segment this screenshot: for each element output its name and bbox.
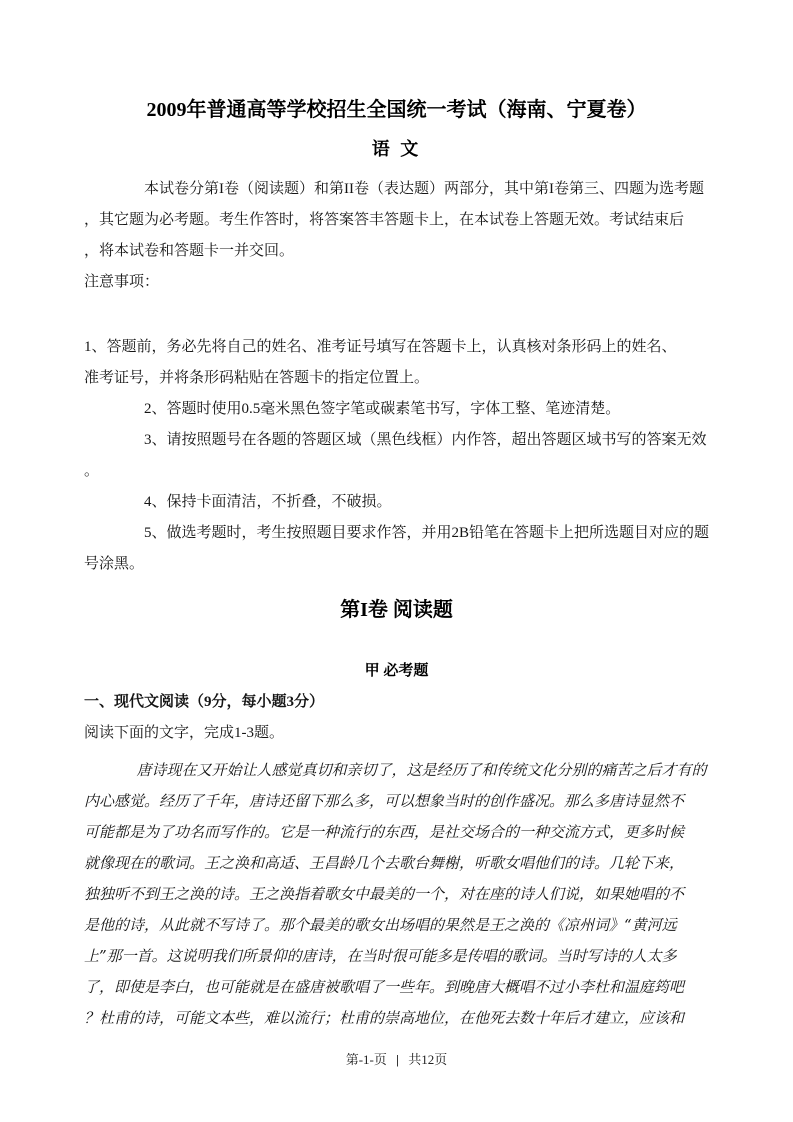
notice-item-line: 4、保持卡面清洁，不折叠，不破损。 (144, 494, 392, 510)
page-total-label: 共12页 (408, 1052, 448, 1067)
notice-item-line: 3、请按照题号在各题的答题区域（黑色线框）内作答，超出答题区域书写的答案无效 (144, 432, 707, 448)
passage-line: 上”那一首。这说明我们所景仰的唐诗，在当时很可能多是传唱的歌词。当时写诗的人太多 (84, 947, 677, 965)
notice-list (84, 332, 709, 580)
notice-item-1 (84, 332, 709, 394)
reading-instruction: 阅读下面的文字，完成1-3题。 (84, 725, 284, 741)
passage-line: 可能都是为了功名而写作的。它是一种流行的东西，是社交场合的一种交流方式，更多时候 (84, 823, 685, 841)
notice-item-line: 。 (84, 463, 100, 479)
notice-heading: 注意事项： (84, 274, 160, 290)
reading-passage (84, 755, 709, 1034)
question-type-heading: 一、现代文阅读（9分，每小题3分） (84, 694, 325, 710)
notice-item-2 (84, 394, 709, 425)
intro-line: ，其它题为必考题。考生作答时，将答案答丰答题卡上，在本试卷上答题无效。考试结束后 (84, 212, 685, 228)
part-heading: 甲 必考题 (364, 663, 429, 679)
notice-item-line: 2、答题时使用0.5毫米黑色签字笔或碳素笔书写，字体工整、笔迹清楚。 (144, 401, 621, 417)
intro-line: ，将本试卷和答题卡一并交回。 (84, 243, 295, 259)
section-heading: 第I卷 阅读题 (340, 599, 453, 621)
exam-subject: 语 文 (371, 139, 422, 159)
page-number-label: 第-1-页 (345, 1052, 387, 1067)
passage-line: ？杜甫的诗，可能文本些，难以流行；杜甫的崇高地位，在他死去数十年后才建立，应该和 (84, 1009, 685, 1027)
passage-line: 了，即使是李白，也可能就是在盛唐被歌唱了一些年。到晚唐大概唱不过小李杜和温庭筠吧 (84, 978, 685, 996)
intro-line: 本试卷分第I卷（阅读题）和第II卷（表达题）两部分，其中第I卷第三、四题为选考题 (144, 181, 704, 197)
notice-item-line: 1、答题前，务必先将自己的姓名、准考证号填写在答题卡上，认真核对条形码上的姓名、 (84, 339, 677, 355)
passage-line: 独独听不到王之涣的诗。王之涣指着歌女中最美的一个，对在座的诗人们说，如果她唱的不 (84, 885, 685, 903)
page-footer (0, 1049, 793, 1068)
passage-line: 是他的诗，从此就不写诗了。那个最美的歌女出场唱的果然是王之涣的《凉州词》“黄河远 (84, 916, 677, 934)
notice-item-line: 准考证号，并将条形码粘贴在答题卡的指定位置上。 (84, 370, 430, 386)
notice-item-line: 5、做选考题时，考生按照题目要求作答，并用2B铅笔在答题卡上把所选题目对应的题 (144, 525, 710, 541)
passage-line: 内心感觉。经历了千年，唐诗还留下那么多，可以想象当时的创作盛况。那么多唐诗显然不 (84, 792, 685, 810)
exam-title: 2009年普通高等学校招生全国统一考试（海南、宁夏卷） (146, 99, 647, 121)
passage-line: 就像现在的歌词。王之涣和高适、王昌龄几个去歌台舞榭，听歌女唱他们的诗。几轮下来， (84, 854, 685, 872)
passage-line: 唐诗现在又开始让人感觉真切和亲切了，这是经历了和传统文化分别的痛苦之后才有的 (136, 761, 707, 779)
footer-divider: | (396, 1052, 400, 1067)
notice-item-line: 号涂黑。 (84, 556, 145, 572)
intro-paragraph (84, 174, 709, 298)
notice-item-4 (84, 487, 709, 518)
notice-item-3 (84, 425, 709, 487)
notice-item-5 (84, 518, 709, 580)
